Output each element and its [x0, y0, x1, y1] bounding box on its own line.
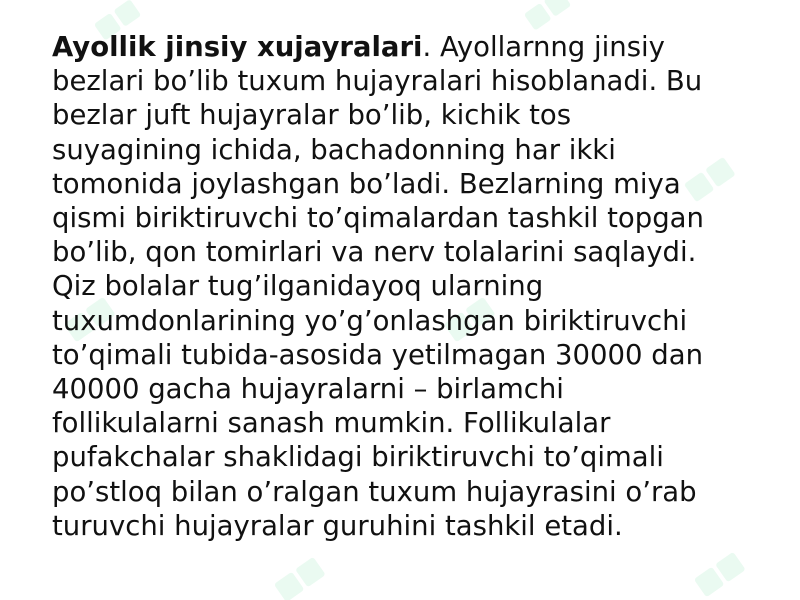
text-line: pufakchalar shaklidagi biriktiruvchi to’qimali [52, 441, 664, 474]
text-line: bezlar juft hujayralar bo’lib, kichik tos [52, 99, 572, 132]
text-line: 40000 gacha hujayralarni – birlamchi [52, 373, 564, 406]
text-line: turuvchi hujayralar guruhini tashkil etadi. [52, 509, 623, 542]
text-line: suyagining ichida, bachadonning har ikki [52, 133, 616, 166]
text-line: qismi biriktiruvchi to’qimalardan tashkil topgan [52, 202, 704, 235]
text-line: po’stloq bilan o’ralgan tuxum hujayrasini o’rab [52, 475, 697, 508]
text-line: . Ayollarnng jinsiy [422, 31, 665, 63]
body-paragraph [52, 30, 752, 543]
text-line: Qiz bolalar tug’ilganidayoq ularning [52, 270, 544, 303]
text-line: follikulalarni sanash mumkin. Follikulalar [52, 407, 611, 440]
text-line: bezlari bo’lib tuxum hujayralari hisoblanadi. Bu [52, 65, 703, 98]
paragraph-heading: Ayollik jinsiy xujayralari [52, 31, 423, 63]
text-line: tomonida joylashgan bo’ladi. Bezlarning miya [52, 167, 681, 200]
text-line: tuxumdonlarining yo’g’onlashgan biriktiruvchi [52, 304, 688, 337]
text-line: to’qimali tubida-asosida yetilmagan 30000 dan [52, 338, 704, 371]
text-line: bo’lib, qon tomirlari va nerv tolalarini saqlaydi. [52, 236, 697, 269]
